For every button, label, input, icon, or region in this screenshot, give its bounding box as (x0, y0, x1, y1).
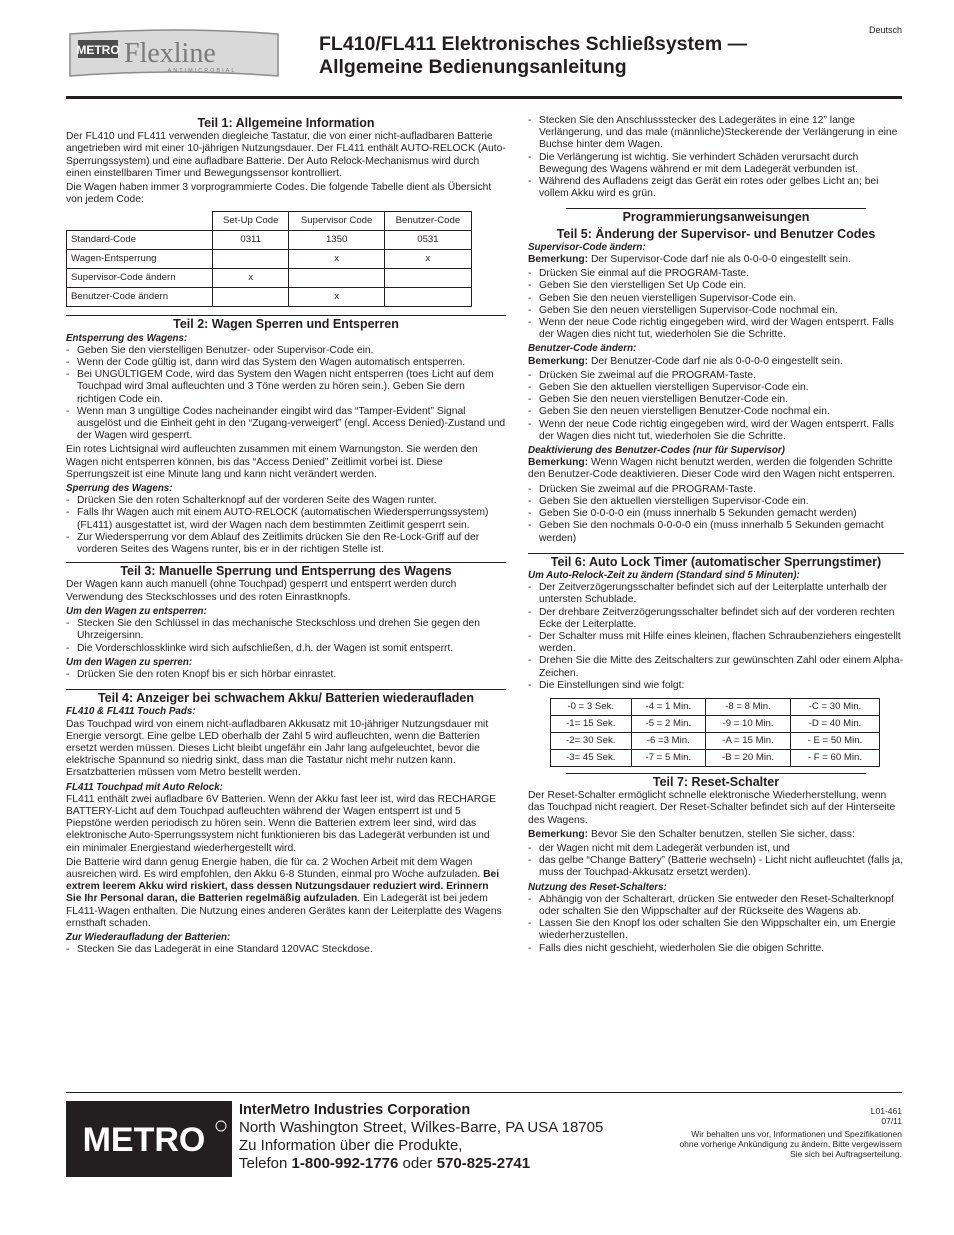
table-row: Benutzer-Code ändern x (67, 288, 472, 307)
timer-table (550, 698, 880, 767)
paragraph: Die Wagen haben immer 3 vorprogrammierte Codes. Die folgende Tabelle dient als Übersicht von jedem Code: (66, 182, 492, 206)
footer-disclaimer: L01-461 07/11 Wir behalten uns vor, Informationen und Spezifikationen ohne vorherige Ankündigung zu ändern. Bitte vergewissern Sie sich bei Auftragserteilung. (679, 1106, 902, 1159)
svg-text:METRO: METRO (82, 1121, 206, 1159)
code-table (66, 211, 472, 307)
subheading: Um den Wagen zu entsperren: (66, 605, 207, 617)
company-name: InterMetro Industries Corporation (239, 1102, 471, 1118)
subheading: Supervisor-Code ändern: (528, 241, 646, 253)
subheading: Zur Wiederaufladung der Batterien: (66, 931, 231, 943)
list: - der Wagen nicht mit dem Ladegerät verbunden ist, und - das gelbe “Change Battery” (Batterie wechseln) - Licht nicht aufleuchtet (falls ja, muss der Touchpad-Akkusatz ersetzt werden). (528, 843, 904, 880)
section-title-teil2: Teil 2: Wagen Sperren und Entsperren (66, 315, 506, 330)
note: Bemerkung: Der Supervisor-Code darf nie als 0-0-0-0 eingestellt sein. (528, 254, 851, 266)
section-title-teil1: Teil 1: Allgemeine Information (197, 116, 375, 130)
footer-rule (66, 1092, 902, 1093)
table-header: Benutzer-Code (384, 212, 471, 231)
section-title-teil4: Teil 4: Anzeiger bei schwachem Akku/ Batterien wiederaufladen (66, 689, 506, 704)
table-row: -2= 30 Sek. -6 =3 Min. -A = 15 Min. - E = 50 Min. (551, 732, 880, 749)
subheading: FL411 Touchpad mit Auto Relock: (66, 781, 223, 793)
list: - Abhängig von der Schalterart, drücken Sie entweder den Reset-Schalterknopf oder schalten Sie den Wippschalter auf der Rückseite des Wagens ab. - Lassen Sie den Knopf los oder schalten Sie den Wippschalter ein, um Energie wiederherzustellen. - Falls dies nicht geschieht, wiederholen Sie die obigen Schritte. (528, 894, 904, 955)
table-row: Wagen-Entsperrung x x (67, 250, 472, 269)
list: - Der Zeitverzögerungsschalter befindet sich auf der Leiterplatte unterhalb der untersten Schublade. - Der drehbare Zeitverzögerungsschalter befindet sich auf der vorderen rechten Ecke der Leiterplatte. - Der Schalter muss mit Hilfe eines kleinen, flachen Schraubenziehers eingestellt werden. - Drehen Sie die Mitte des Zeitschalters zur gewünschten Zahl oder einem Alpha-Zeichen. - Die Einstellungen sind wie folgt: (528, 582, 904, 692)
product-info: Zu Information über die Produkte, (239, 1137, 463, 1154)
list: - Drücken Sie zweimal auf die PROGRAM-Taste. - Geben Sie den aktuellen vierstelligen Supervisor-Code ein. - Geben Sie den neuen vierstelligen Benutzer-Code ein. - Geben Sie den neuen vierstelligen Benutzer-Code nochmal ein. - Wenn der neue Code richtig eingegeben wird, wird der Wagen entsperrt. Falls der Wagen dies nicht tut, wiederholen Sie die Schritte. (528, 370, 904, 443)
subheading: FL410 & FL411 Touch Pads: (66, 706, 196, 718)
left-column (66, 115, 506, 958)
phone-line: Telefon 1-800-992-1776 oder 570-825-2741 (239, 1155, 531, 1172)
section-title-teil5: Teil 5: Änderung der Supervisor- und Benutzer Codes (556, 226, 876, 241)
right-column (528, 115, 904, 957)
paragraph: Das Touchpad wird von einem nicht-aufladbaren Akkusatz mit 10-jähriger Nutzungsdauer mit Energie versorgt. Eine gelbe LED oberhalb der Zahl 5 wird aufleuchten, wenn die Batterien ersetzt werden müssen. Dieses Licht bleibt ungefähr ein Jahr lang aufgeleuchtet, bevor die elektrische Spannund so niedrig sinkt, dass man die Tastatur nicht mehr nutzen kann. Ersatzbatterien müssen vom Metro bestellt werden. (66, 718, 489, 779)
table-header: Supervisor Code (289, 212, 384, 231)
metro-footer-logo (66, 1101, 232, 1177)
paragraph: Der Wagen kann auch manuell (ohne Touchpad) gesperrt und entsperrt werden durch Verwendung des Steckschlosses und des roten Einrastknopfs. (66, 579, 457, 603)
header-rule (66, 96, 902, 99)
list: - Geben Sie den vierstelligen Benutzer- oder Supervisor-Code ein. - Wenn der Code gültig ist, dann wird das System den Wagen automatisch entsperren. - Bei UNGÜLTIGEM Code, wird das System den Wagen nicht entsperren (toes Licht auf dem Touchpad wird 3mal aufleuchten und 3 Töne werden zu hören sein.). Geben Sie dern richtigen Code ein. - Wenn man 3 ungültige Codes nacheinander eingibt wird das “Tamper-Evident” Signal ausgelöst und die Einheit geht in den “Zugang-verweigert” (engl. Access Denied)-Zustand und der Wagen wird gesperrt. (66, 345, 506, 443)
svg-text:METRO: METRO (76, 43, 120, 57)
subheading: Benutzer-Code ändern: (528, 343, 637, 355)
list: - Drücken Sie den roten Schalterknopf auf der vorderen Seite des Wagen runter. - Falls Ihr Wagen auch mit einem AUTO-RELOCK (automatischen Wiedersperrungssystem) (FL411) ausgestattet ist, wird der Wagen nach dem bestimmten Zeitlimit gesperrt sein. - Zur Wiedersperrung vor dem Ablauf des Zeitlimits drücken Sie den Re-Lock-Griff auf der vorderen Seites des Wagens runter, bis er in der richtigen Stelle ist. (66, 495, 506, 556)
svg-text:ANTIMICROBIAL: ANTIMICROBIAL (167, 68, 237, 74)
subheading: Um Auto-Relock-Zeit zu ändern (Standard sind 5 Minuten): (528, 569, 800, 581)
metro-flexline-logo (66, 28, 282, 86)
paragraph: FL411 enthält zwei aufladbare 6V Batterien. Wenn der Akku fast leer ist, wird das RECHARGE BATTERY-Licht auf dem Touchpad aufleuchten während der Wagen entsperrt ist und 5 Piepstöne werden periodisch zu hören sein. Wenn die Batterien extrem leer sind, wird das elektronische Auto-Sperrungssystem nicht funktionieren bis das Ladegerät verbunden ist und ein minimaler Energiestand wiederhergestellt wird. (66, 793, 497, 854)
language-label: Deutsch (868, 25, 902, 35)
table-row: Supervisor-Code ändern x (67, 269, 472, 288)
section-heading-programmierung: Programmierungsanweisungen (566, 208, 866, 223)
paragraph: Die Batterie wird dann genug Energie haben, die für ca. 2 Wochen Arbeit mit dem Wagen ausreichen wird. Es wird empfohlen, den Akku 6-8 Stunden, einmal pro Woche aufzuladen. Bei extrem leerem Akku wird riskiert, dass dessen Nutzungsdauer reduziert wird. Erinnern Sie Ihr Personal daran, die Batterien regelmäßig aufzuladen. Ein Ladegerät ist bei jedem FL411-Wagen enthalten. Die Nutzung eines anderen Gerätes kann der Leiterplatte des Wagens ernsthaft schaden. (66, 856, 502, 929)
subheading: Deaktivierung des Benutzer-Codes (nur für Supervisor) (528, 445, 785, 457)
paragraph: Ein rotes Lichtsignal wird aufleuchten zusammen mit einem Warnungston. Sie werden den Wagen nicht entsperren können, bis das “Access Denied” Zeitlimit vorbei ist. Diese Sperrungszeit ist eine Minute lang und kann nicht verändert werden. (66, 444, 478, 480)
subheading: Um den Wagen zu sperren: (66, 656, 193, 668)
table-header: Set-Up Code (213, 212, 289, 231)
list: - Drücken Sie den roten Knopf bis er sich hörbar einrastet. (66, 669, 506, 681)
table-row: Standard-Code 0311 1350 0531 (67, 231, 472, 250)
section-title-teil3: Teil 3: Manuelle Sperrung und Entsperrung des Wagens (66, 562, 506, 577)
subheading: Nutzung des Reset-Schalters: (528, 881, 667, 893)
svg-text:Flexline: Flexline (124, 38, 216, 69)
table-row: -0 = 3 Sek. -4 = 1 Min. -8 = 8 Min. -C = 30 Min. (551, 698, 880, 715)
table-row: -3= 45 Sek. -7 = 5 Min. -B = 20 Min. - F = 60 Min. (551, 749, 880, 766)
section-title-teil7: Teil 7: Reset-Schalter (566, 773, 866, 788)
paragraph: Der Reset-Schalter ermöglicht schnelle elektronische Wiederherstellung, wenn das Touchpad nicht reagiert. Der Reset-Schalter befindet sich auf der Hinterseite des Wagens. (528, 790, 896, 826)
list: - Stecken Sie den Schlüssel in das mechanische Steckschloss und drehen Sie gegen den Uhrzeigersinn. - Die Vorderschlossklinke wird sich aufschließen, d.h. der Wagen ist somit entsperrt. (66, 618, 506, 655)
note: Bemerkung: Der Benutzer-Code darf nie als 0-0-0-0 eingestellt sein. (528, 355, 843, 367)
company-address: North Washington Street, Wilkes-Barre, PA USA 18705 (239, 1119, 604, 1136)
subheading: Entsperrung des Wagens: (66, 332, 188, 344)
paragraph: Der FL410 und FL411 verwenden diegleiche Tastatur, die von einer nicht-aufladbaren Batterie angetrieben wird mit einer 10-jährigen Nutzungsdauer. Der FL411 enthält AUTO-RELOCK (Auto-Sperrungssystem) und eine aufladbare Batterie. Der Auto Relock-Mechanismus wird durch einen einstellbaren Timer und Bewegungssensor kontrolliert. (66, 131, 506, 179)
subheading: Sperrung des Wagens: (66, 483, 173, 495)
list: - Drücken Sie zweimal auf die PROGRAM-Taste. - Geben Sie den aktuellen vierstelligen Supervisor-Code ein. - Geben Sie 0-0-0-0 ein (muss innerhalb 5 Sekunden gemacht werden) - Geben Sie den nochmals 0-0-0-0 ein (muss innerhalb 5 Sekunden gemacht werden) (528, 484, 904, 545)
list: - Stecken Sie das Ladegerät in eine Standard 120VAC Steckdose. (66, 944, 506, 956)
note: Bemerkung: Bevor Sie den Schalter benutzen, stellen Sie sicher, dass: (528, 828, 855, 840)
footer-contact (239, 1101, 603, 1173)
list: - Stecken Sie den Anschlussstecker des Ladegerätes in eine 12” lange Verlängerung, und das male (männliche)Steckerende der Verlängerung in eine Buchse hinter dem Wagen. - Die Verlängerung ist wichtig. Sie verhindert Schäden verursacht durch Bewegung des Wagens während er mit dem Ladegerät verbunden ist. - Während des Aufladens zeigt das Gerät ein rotes oder gelbes Licht an; bei vollem Akku wird es grün. (528, 115, 904, 200)
table-row: -1= 15 Sek. -5 = 2 Min. -9 = 10 Min. -D = 40 Min. (551, 715, 880, 732)
section-title-teil6: Teil 6: Auto Lock Timer (automatischer Sperrungstimer) (528, 553, 904, 568)
note: Bemerkung: Wenn Wagen nicht benutzt werden, werden die folgenden Schritte den Benutzer-Code deaktivieren. Dieser Code wird den Wagen nicht entsperren. (528, 457, 896, 481)
page-title: FL410/FL411 Elektronisches Schließsystem — Allgemeine Bedienungsanleitung (319, 33, 748, 78)
list: - Drücken Sie einmal auf die PROGRAM-Taste. - Geben Sie den vierstelligen Set Up Code ein. - Geben Sie den neuen vierstelligen Supervisor-Code ein. - Geben Sie den neuen vierstelligen Supervisor-Code nochmal ein. - Wenn der neue Code richtig eingegeben wird, wird der Wagen entsperrt. Falls der Wagen dies nicht tut, wiederholen Sie die Schritte. (528, 268, 904, 341)
